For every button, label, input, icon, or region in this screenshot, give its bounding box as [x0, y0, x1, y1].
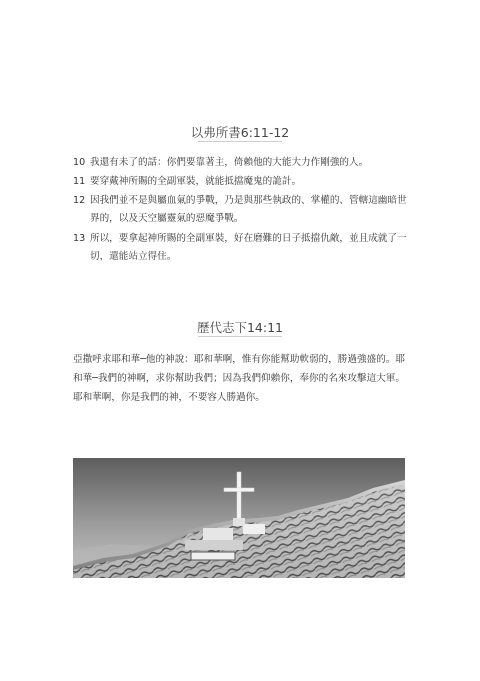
verse-item [73, 192, 413, 228]
verse-text: 因我們並不是與屬血氣的爭戰，乃是與那些執政的、掌權的、管轄這幽暗世界的，以及天空屬靈氣的惡魔爭戰。 [90, 195, 407, 224]
scripture-paragraph: 亞撒呼求耶和華─他的神說：耶和華啊，惟有你能幫助軟弱的，勝過強盛的。耶和華─我們的神啊，求你幫助我們；因為我們仰賴你，奉你的名來攻擊這大軍。耶和華啊，你是我們的神，不要容人勝過你。 [73, 354, 405, 403]
verse-number: 11 [73, 176, 86, 187]
verse-number: 10 [73, 157, 86, 168]
verse-item [73, 154, 413, 172]
verse-text: 要穿戴神所賜的全副軍裝，就能抵擋魔鬼的詭計。 [90, 176, 302, 187]
verse-text: 我還有未了的話：你們要靠著主，倚賴他的大能大力作剛強的人。 [90, 157, 369, 168]
verse-item [73, 230, 413, 266]
title-underline [198, 336, 282, 337]
section-title-chronicles: 歷代志下14:11 [196, 320, 284, 335]
verse-item [73, 173, 413, 191]
cross-on-hill-photo [73, 458, 405, 578]
verse-text: 所以，要拿起神所賜的全副軍裝，好在磨難的日子抵擋仇敵，並且成就了一切，還能站立得住。 [90, 233, 407, 262]
verse-number: 13 [73, 233, 86, 244]
verse-number: 12 [73, 195, 86, 206]
section-title-ephesians: 以弗所書6:11-12 [190, 125, 290, 140]
title-underline [198, 141, 282, 142]
